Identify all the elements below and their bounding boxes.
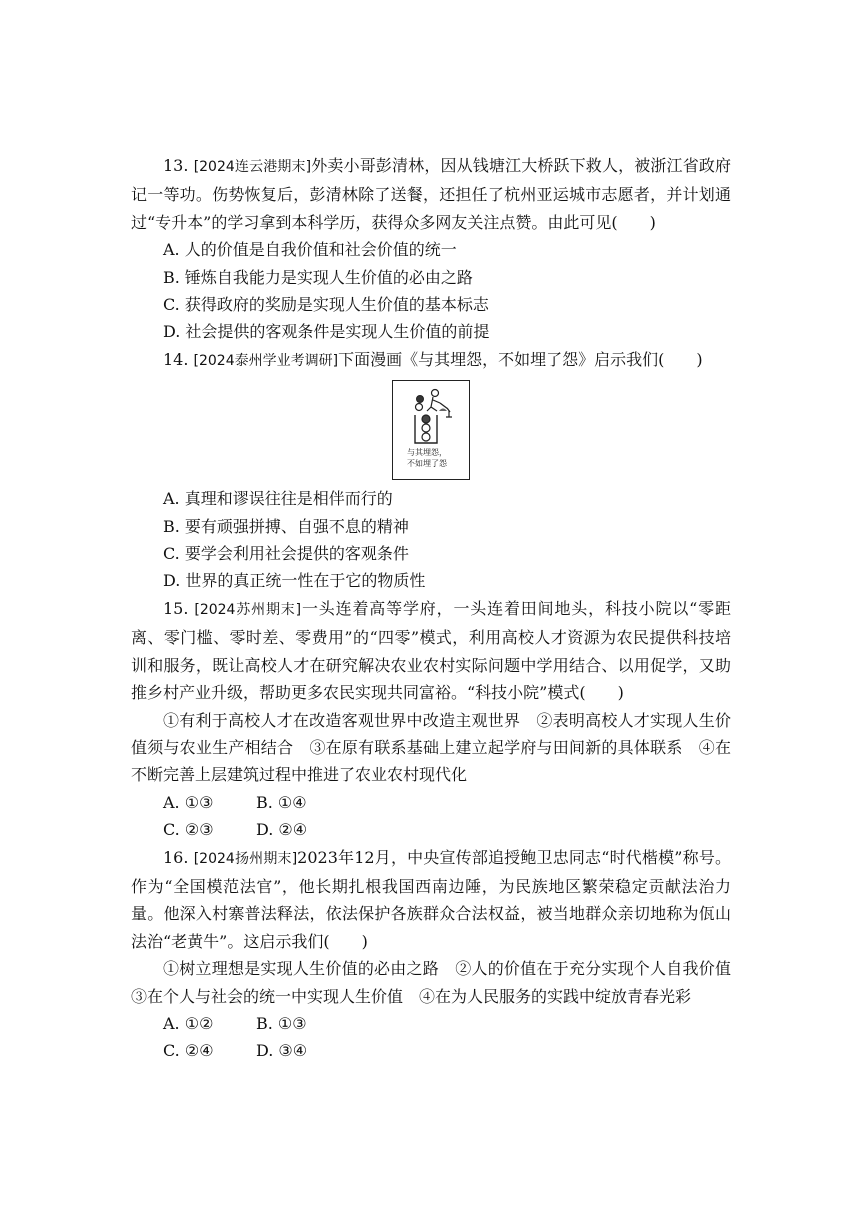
comic-figure	[131, 380, 731, 480]
question-13-option-c: C. 获得政府的奖励是实现人生价值的基本标志	[163, 295, 489, 315]
choice-c: C. ②③	[163, 820, 214, 840]
question-16-choices-row-2	[131, 1037, 731, 1064]
document-page	[131, 152, 748, 1065]
question-14-option-c: C. 要学会利用社会提供的客观条件	[163, 544, 409, 564]
question-source-tag: [2024苏州期末]	[194, 601, 302, 618]
question-13-option-d: D. 社会提供的客观条件是实现人生价值的前提	[163, 322, 490, 342]
question-source-tag: [2024连云港期末]	[193, 159, 312, 175]
question-13-stem: 13. [2024连云港期末]外卖小哥彭清林，因从钱塘江大桥跃下救人，被浙江省政府记一等功。伤势恢复后，彭清林除了送餐，还担任了杭州亚运城市志愿者，并计划通过“专升本”的学习拿到本科学历，获得众多网友关注点赞。由此可见( )	[131, 156, 731, 232]
question-16-statements: ①树立理想是实现人生价值的必由之路 ②人的价值在于充分实现个人自我价值 ③在个人与社会的统一中实现人生价值 ④在为人民服务的实践中绽放青春光彩	[131, 959, 748, 1006]
question-14-option-b: B. 要有顽强拼搏、自强不息的精神	[163, 516, 409, 536]
question-15-stem: 15. [2024苏州期末]一头连着高等学府，一头连着田间地头，科技小院以“零距离、零门槛、零时差、零费用”的“四零”模式，利用高校人才资源为农民提供科技培训和服务，既让高校人才在研究解决农业农村实际问题中学用结合、以用促学，又助推乡村产业升级，帮助更多农民实现共同富裕。“科技小院”模式( )	[131, 598, 731, 703]
question-15-statements: ①有利于高校人才在改造客观世界中改造主观世界 ②表明高校人才实现人生价值须与农业生产相结合 ③在原有联系基础上建立起学府与田间新的具体联系 ④在不断完善上层建筑过程中推进了农业农村现代化	[131, 710, 731, 785]
question-source-tag: [2024泰州学业考调研]	[193, 352, 339, 369]
question-13-option-b: B. 锤炼自我能力是实现人生价值的必由之路	[163, 267, 473, 287]
question-13-option-a: A. 人的价值是自我价值和社会价值的统一	[163, 240, 457, 260]
question-14-stem: 14. [2024泰州学业考调研]下面漫画《与其埋怨，不如埋了怨》启示我们( )	[163, 349, 703, 369]
comic-image	[392, 380, 470, 480]
question-14-option-d: D. 世界的真正统一性在于它的物质性	[163, 571, 426, 591]
question-source-tag: [2024扬州期末]	[193, 850, 298, 867]
comic-caption: 与其埋怨， 不如埋了怨	[407, 448, 447, 469]
choice-b: B. ①③	[256, 1013, 307, 1033]
question-15-choices-row-1	[131, 789, 731, 816]
question-16-choices-row-1	[131, 1010, 731, 1037]
choice-d: D. ③④	[256, 1041, 308, 1061]
question-14-option-a: A. 真理和谬误往往是相伴而行的	[163, 489, 393, 509]
choice-a: A. ①③	[163, 792, 214, 812]
choice-b: B. ①④	[256, 792, 307, 812]
question-15-choices-row-2	[131, 816, 731, 843]
choice-c: C. ②④	[163, 1041, 214, 1061]
question-16-stem: 16. [2024扬州期末]2023年12月，中央宣传部追授鲍卫忠同志“时代楷模”称号。作为“全国模范法官”，他长期扎根我国西南边陲，为民族地区繁荣稳定贡献法治力量。他深入村寨普法释法，依法保护各族群众合法权益，被当地群众亲切地称为佤山法治“老黄牛”。这启示我们( )	[131, 847, 731, 951]
choice-d: D. ②④	[256, 820, 308, 840]
choice-a: A. ①②	[163, 1013, 214, 1033]
